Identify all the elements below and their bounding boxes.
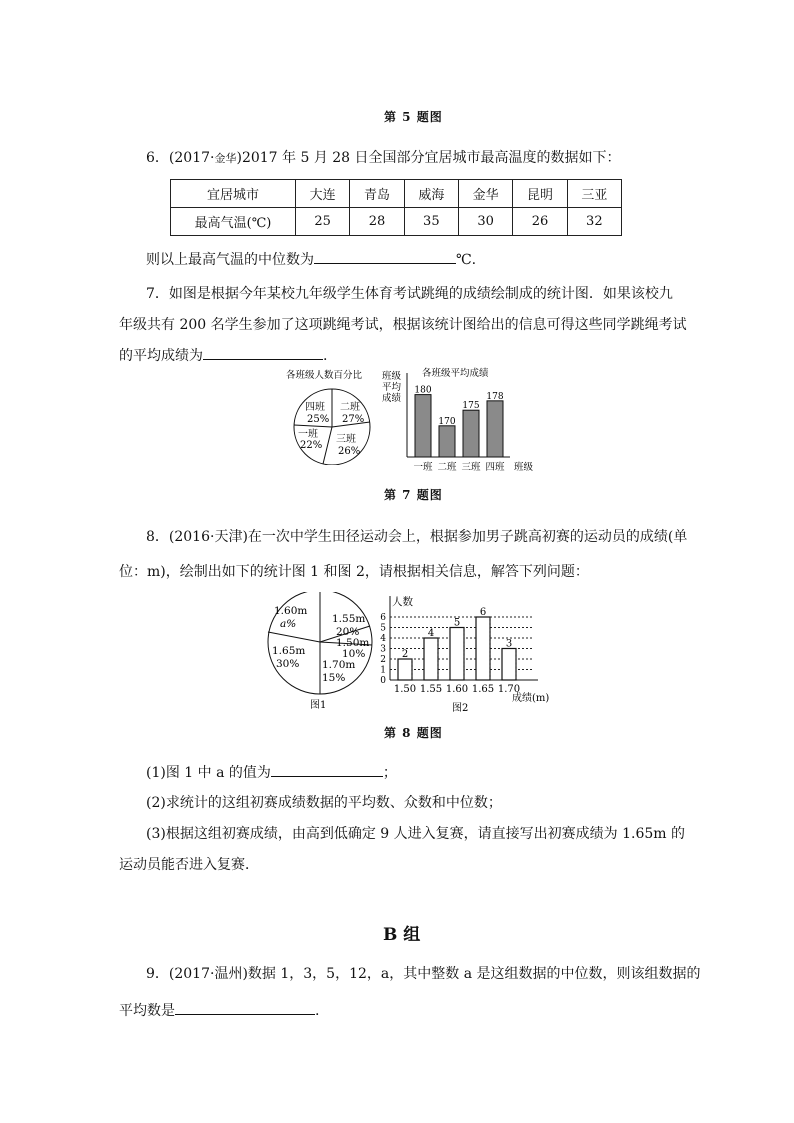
q8-pie-divider: [268, 632, 320, 642]
q6-unit: ℃.: [456, 252, 477, 268]
y-axis-label: 人数: [392, 596, 413, 608]
pie-value: 10%: [342, 648, 366, 660]
q7-line2: 年级共有 200 名学生参加了这项跳绳考试，根据该统计图给出的信息可得这些同学跳绳考试: [119, 317, 687, 333]
x-tick-label: 1.55: [419, 684, 443, 695]
pie-label: 1.70m: [322, 659, 356, 671]
pie-label: 一班: [298, 429, 318, 440]
x-tick-label: 三班: [461, 462, 481, 473]
fig5-caption: 第 5 题图: [384, 110, 443, 124]
x-tick-label: 1.50: [393, 684, 417, 695]
pie-value: 26%: [338, 446, 361, 457]
bar: [463, 410, 479, 457]
bar-value-label: 5: [453, 617, 461, 629]
table-cell-temp: 28: [350, 208, 404, 236]
q9-line2-text: 平均数是: [119, 1003, 175, 1019]
q7-pie-chart: [282, 365, 386, 465]
pie-value: a%: [280, 618, 297, 630]
q8-pie-chart: [262, 592, 380, 712]
q8-answer-blank[interactable]: [271, 762, 383, 777]
pie-value: 30%: [276, 658, 300, 670]
pie-label: 1.65m: [272, 645, 306, 657]
bar: [476, 617, 490, 680]
x-axis-label: 班级: [514, 462, 534, 473]
table-cell-city: 昆明: [513, 180, 567, 208]
q8-line2: 位：m)，绘制出如下的统计图 1 和图 2，请根据相关信息，解答下列问题：: [119, 564, 589, 580]
bar-value-label: 2: [401, 649, 409, 660]
q9-line1: 9．(2017·温州)数据 1，3，5，12，a，其中整数 a 是这组数据的中位数，则该组数据的: [146, 966, 701, 982]
table-cell-temp: 26: [513, 208, 567, 236]
q6-question: [146, 249, 476, 270]
table-cell-city: 金华: [458, 180, 512, 208]
q6-answer-blank[interactable]: [314, 249, 456, 264]
q8-bar-chart: [376, 592, 560, 716]
q8-sub1: [146, 762, 397, 783]
pie-value: 15%: [322, 672, 346, 684]
fig7-caption: 第 7 题图: [384, 488, 443, 502]
q7-line3-text: 的平均成绩为: [119, 348, 203, 364]
x-tick-label: 二班: [437, 462, 457, 473]
q7-pie-divider: [323, 427, 332, 464]
table-cell-city: 大连: [296, 180, 350, 208]
x-tick-label: 1.60: [445, 684, 469, 695]
table-cell-temp: 35: [404, 208, 458, 236]
pie-value: 20%: [336, 626, 360, 638]
bar-value-label: 170: [438, 416, 456, 427]
bar: [450, 628, 464, 681]
bar: [502, 649, 516, 681]
y-tick-label: 3: [380, 644, 386, 655]
bar: [439, 426, 455, 457]
table-cell-city: 威海: [404, 180, 458, 208]
q6-question-text: 则以上最高气温的中位数为: [146, 252, 314, 268]
pie-label: 1.50m: [336, 637, 370, 649]
y-tick-label: 1: [380, 665, 386, 676]
section-b-heading: B 组: [383, 925, 421, 945]
q7-line1: 7．如图是根据今年某校九年级学生体育考试跳绳的成绩绘制成的统计图．如果该校九: [146, 286, 673, 302]
q8-sub1-text: (1)图 1 中 a 的值为: [146, 765, 271, 781]
bar-value-label: 178: [486, 391, 504, 402]
q8-sub3-line2: 运动员能否进入复赛．: [119, 857, 259, 873]
q6-num: 6．: [146, 150, 169, 166]
table-cell-city: 青岛: [350, 180, 404, 208]
table-row-head: 最高气温(℃): [171, 208, 296, 236]
x-tick-label: 1.65: [471, 684, 495, 695]
q7-line3: [119, 345, 327, 366]
q7-bar-group: [382, 367, 534, 473]
q7-bar-chart: [380, 365, 540, 477]
bar-value-label: 4: [427, 628, 435, 639]
y-tick-label: 2: [380, 655, 386, 665]
table-row: [171, 180, 622, 208]
pie-value: 22%: [300, 440, 323, 451]
q7-period: .: [323, 348, 328, 364]
y-axis-label: 班级: [382, 371, 402, 382]
bar-chart-title: 图2: [452, 703, 469, 714]
q8-line1: 8．(2016·天津)在一次中学生田径运动会上，根据参加男子跳高初赛的运动员的成绩(单: [146, 529, 688, 545]
bar: [424, 638, 438, 680]
q8-sub2: (2)求统计的这组初赛成绩数据的平均数、众数和中位数；: [146, 795, 502, 811]
q7-pie-divider: [294, 425, 332, 427]
table-cell-temp: 32: [567, 208, 621, 236]
q6-src-close: ): [236, 150, 242, 166]
q6-temperature-table: [170, 179, 622, 236]
bar-value-label: 180: [414, 385, 432, 396]
bar-value-label: 3: [505, 638, 513, 650]
q7-answer-blank[interactable]: [203, 345, 323, 360]
q8-sub1-end: ；: [382, 765, 397, 781]
table-cell-temp: 30: [458, 208, 512, 236]
q6-src-year: (2017·: [168, 150, 215, 166]
y-tick-label: 4: [380, 634, 386, 644]
bar: [487, 401, 503, 457]
y-tick-label: 5: [380, 623, 386, 634]
q7-pie-title: 各班级人数百分比: [286, 370, 363, 381]
y-axis-label: 平均: [382, 382, 402, 393]
q6-src-place: 金华: [214, 152, 237, 165]
pie-label: 1.60m: [274, 605, 308, 617]
x-axis-label: 成绩(m): [512, 693, 550, 704]
pie-label: 四班: [305, 402, 325, 413]
x-tick-label: 一班: [413, 462, 433, 473]
x-tick-label: 四班: [485, 462, 505, 473]
q9-answer-blank[interactable]: [175, 1000, 315, 1015]
bar-value-label: 175: [462, 401, 480, 412]
bar-chart-title: 各班级平均成绩: [422, 368, 489, 379]
bar: [398, 659, 412, 680]
pie-value: 25%: [307, 414, 330, 425]
bar: [415, 395, 431, 457]
q8-pie-title: 图1: [310, 700, 327, 711]
bar-value-label: 6: [479, 607, 487, 618]
table-cell-city: 三亚: [567, 180, 621, 208]
q9-line2: [119, 1000, 319, 1021]
pie-label: 二班: [340, 402, 360, 413]
pie-label: 三班: [336, 434, 356, 445]
pie-label: 1.55m: [332, 613, 366, 625]
pie-value: 27%: [342, 414, 365, 425]
table-cell-temp: 25: [296, 208, 350, 236]
y-tick-label: 6: [380, 613, 386, 623]
table-row-head: 宜居城市: [171, 180, 296, 208]
x-tick-label: 1.70: [497, 684, 521, 695]
fig8-caption: 第 8 题图: [384, 726, 443, 740]
q6-text-body: 2017 年 5 月 28 日全国部分宜居城市最高温度的数据如下：: [241, 150, 621, 166]
table-row: [171, 208, 622, 236]
y-axis-label: 成绩: [382, 393, 402, 404]
y-tick-label: 0: [380, 676, 386, 686]
q8-sub3-line1: (3)根据这组初赛成绩，由高到低确定 9 人进入复赛，请直接写出初赛成绩为 1.65m 的: [146, 826, 685, 842]
q8-bar-group: [380, 595, 549, 714]
q6-text: [146, 148, 621, 169]
q9-period: .: [315, 1003, 320, 1019]
